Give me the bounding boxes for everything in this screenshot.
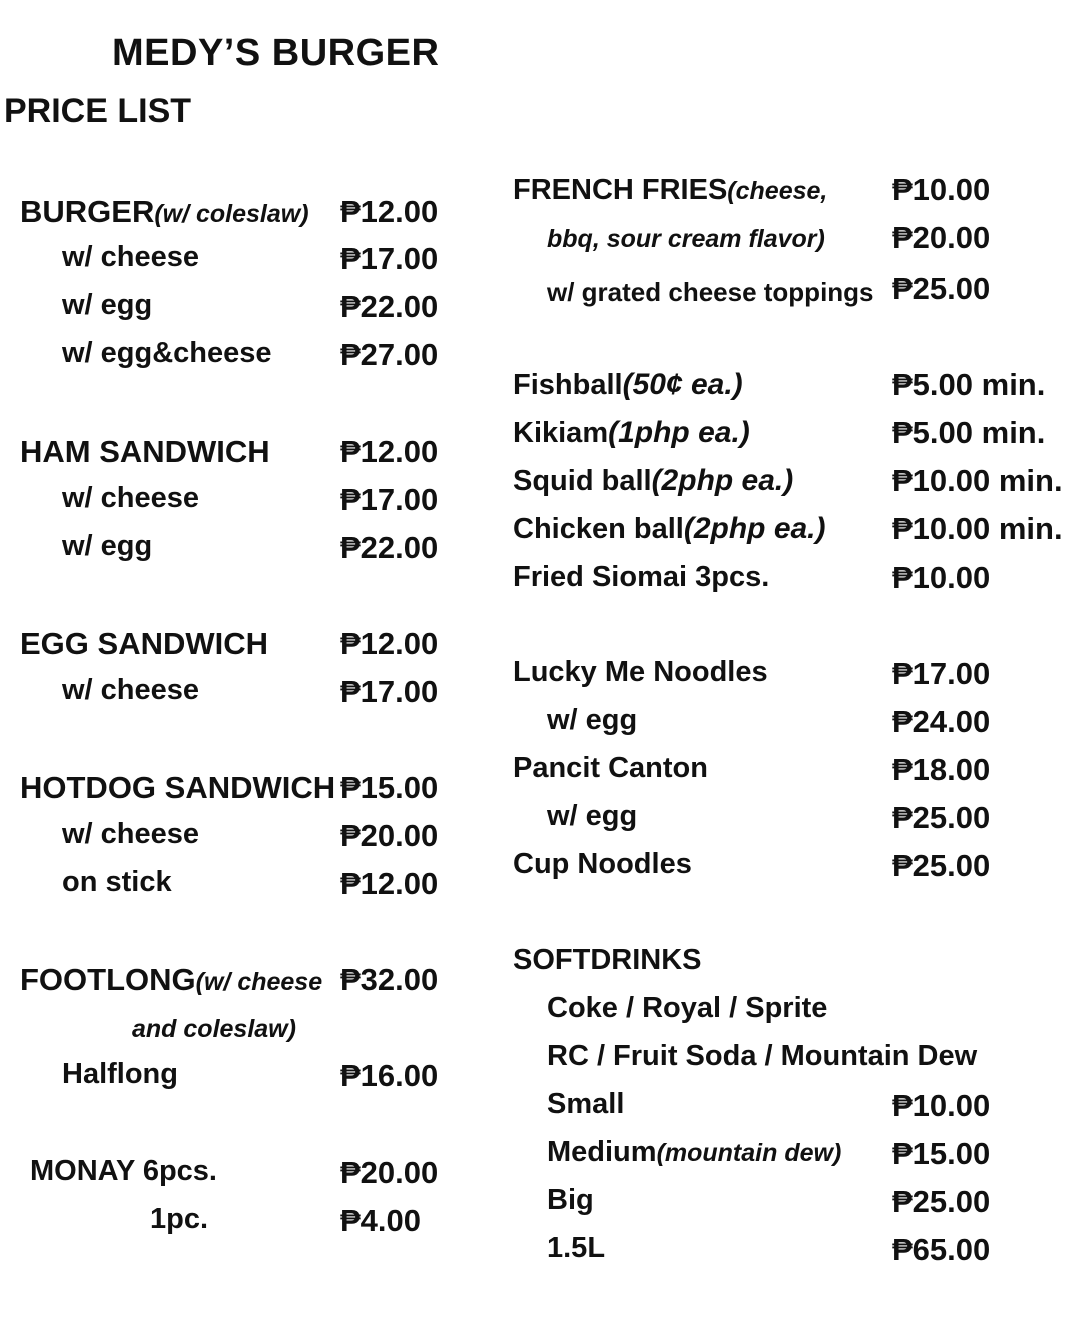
french-fries-heading: [513, 176, 827, 205]
noodles-label: Pancit Canton: [513, 752, 708, 784]
softdrink-size-label: Medium(mountain dew): [547, 1136, 842, 1168]
noodles-price: ₱18.00: [892, 752, 991, 787]
street-food-label: Fishball(50¢ ea.): [513, 368, 743, 401]
street-food-label: Fried Siomai 3pcs.: [513, 561, 770, 593]
monay-heading: MONAY 6pcs.: [30, 1155, 217, 1187]
street-food-label: Squid ball(2php ea.): [513, 464, 794, 497]
french-fries-flavors: bbq, sour cream flavor): [547, 225, 825, 253]
menu-subtitle: PRICE LIST: [4, 92, 192, 130]
softdrink-size-price: ₱15.00: [892, 1136, 991, 1171]
street-food-price: ₱5.00 min.: [892, 367, 1046, 402]
menu-title: MEDY’S BURGER: [112, 32, 440, 74]
ham-sandwich-price: ₱12.00: [340, 434, 439, 469]
burger-heading: [20, 196, 309, 227]
monay-single-label: 1pc.: [150, 1203, 209, 1235]
french-fries-flavor-price: ₱20.00: [892, 220, 991, 255]
noodles-price: ₱17.00: [892, 656, 991, 691]
footlong-heading: [20, 964, 322, 995]
softdrink-size-label: Small: [547, 1088, 625, 1120]
hotdog-sandwich-price: ₱15.00: [340, 770, 439, 805]
ham-item-price: ₱22.00: [340, 530, 439, 565]
ham-sandwich-heading: HAM SANDWICH: [20, 434, 270, 469]
street-food-label: Chicken ball(2php ea.): [513, 512, 826, 545]
burger-item-label: w/ cheese: [62, 241, 200, 273]
footlong-note-cont: and coleslaw): [132, 1015, 296, 1043]
halflong-price: ₱16.00: [340, 1058, 439, 1093]
french-fries-name: FRENCH FRIES: [513, 174, 728, 206]
softdrink-size-price: ₱25.00: [892, 1184, 991, 1219]
hotdog-item-label: w/ cheese: [62, 818, 200, 850]
noodles-label: w/ egg: [547, 704, 638, 736]
burger-item-label: w/ egg: [62, 289, 153, 321]
footlong-note: (w/ cheese: [195, 968, 323, 996]
footlong-name: FOOTLONG: [20, 962, 196, 997]
egg-item-label: w/ cheese: [62, 674, 200, 706]
ham-item-label: w/ cheese: [62, 482, 200, 514]
softdrinks-brands: RC / Fruit Soda / Mountain Dew: [547, 1040, 978, 1072]
hotdog-item-label: on stick: [62, 866, 172, 898]
burger-item-price: ₱27.00: [340, 337, 439, 372]
french-fries-note: (cheese,: [727, 177, 828, 205]
softdrink-size-label: 1.5L: [547, 1232, 606, 1264]
street-food-price: ₱10.00 min.: [892, 463, 1063, 498]
burger-name: BURGER: [20, 194, 155, 229]
noodles-label: w/ egg: [547, 800, 638, 832]
french-fries-price: ₱10.00: [892, 172, 991, 207]
footlong-price: ₱32.00: [340, 962, 439, 997]
grated-cheese-price: ₱25.00: [892, 271, 991, 306]
hotdog-sandwich-heading: HOTDOG SANDWICH: [20, 770, 336, 805]
street-food-price: ₱10.00: [892, 560, 991, 595]
street-food-price: ₱10.00 min.: [892, 511, 1063, 546]
street-food-label: Kikiam(1php ea.): [513, 416, 750, 449]
egg-sandwich-price: ₱12.00: [340, 626, 439, 661]
burger-item-price: ₱22.00: [340, 289, 439, 324]
noodles-price: ₱24.00: [892, 704, 991, 739]
softdrink-size-label: Big: [547, 1184, 594, 1216]
ham-item-label: w/ egg: [62, 530, 153, 562]
softdrink-size-price: ₱65.00: [892, 1232, 991, 1267]
hotdog-item-price: ₱20.00: [340, 818, 439, 853]
softdrinks-brands: Coke / Royal / Sprite: [547, 992, 828, 1024]
street-food-price: ₱5.00 min.: [892, 415, 1046, 450]
noodles-price: ₱25.00: [892, 800, 991, 835]
noodles-price: ₱25.00: [892, 848, 991, 883]
noodles-label: Cup Noodles: [513, 848, 692, 880]
softdrink-size-price: ₱10.00: [892, 1088, 991, 1123]
monay-price: ₱20.00: [340, 1155, 439, 1190]
grated-cheese-label: w/ grated cheese toppings: [547, 277, 874, 307]
monay-single-price: ₱4.00: [340, 1203, 422, 1238]
noodles-label: Lucky Me Noodles: [513, 656, 768, 688]
egg-sandwich-heading: EGG SANDWICH: [20, 626, 268, 661]
ham-item-price: ₱17.00: [340, 482, 439, 517]
hotdog-item-price: ₱12.00: [340, 866, 439, 901]
softdrinks-heading: SOFTDRINKS: [513, 944, 702, 976]
egg-item-price: ₱17.00: [340, 674, 439, 709]
burger-item-price: ₱17.00: [340, 241, 439, 276]
burger-price: ₱12.00: [340, 194, 439, 229]
halflong-label: Halflong: [62, 1058, 178, 1090]
burger-item-label: w/ egg&cheese: [62, 337, 272, 369]
burger-note: (w/ coleslaw): [154, 200, 309, 228]
